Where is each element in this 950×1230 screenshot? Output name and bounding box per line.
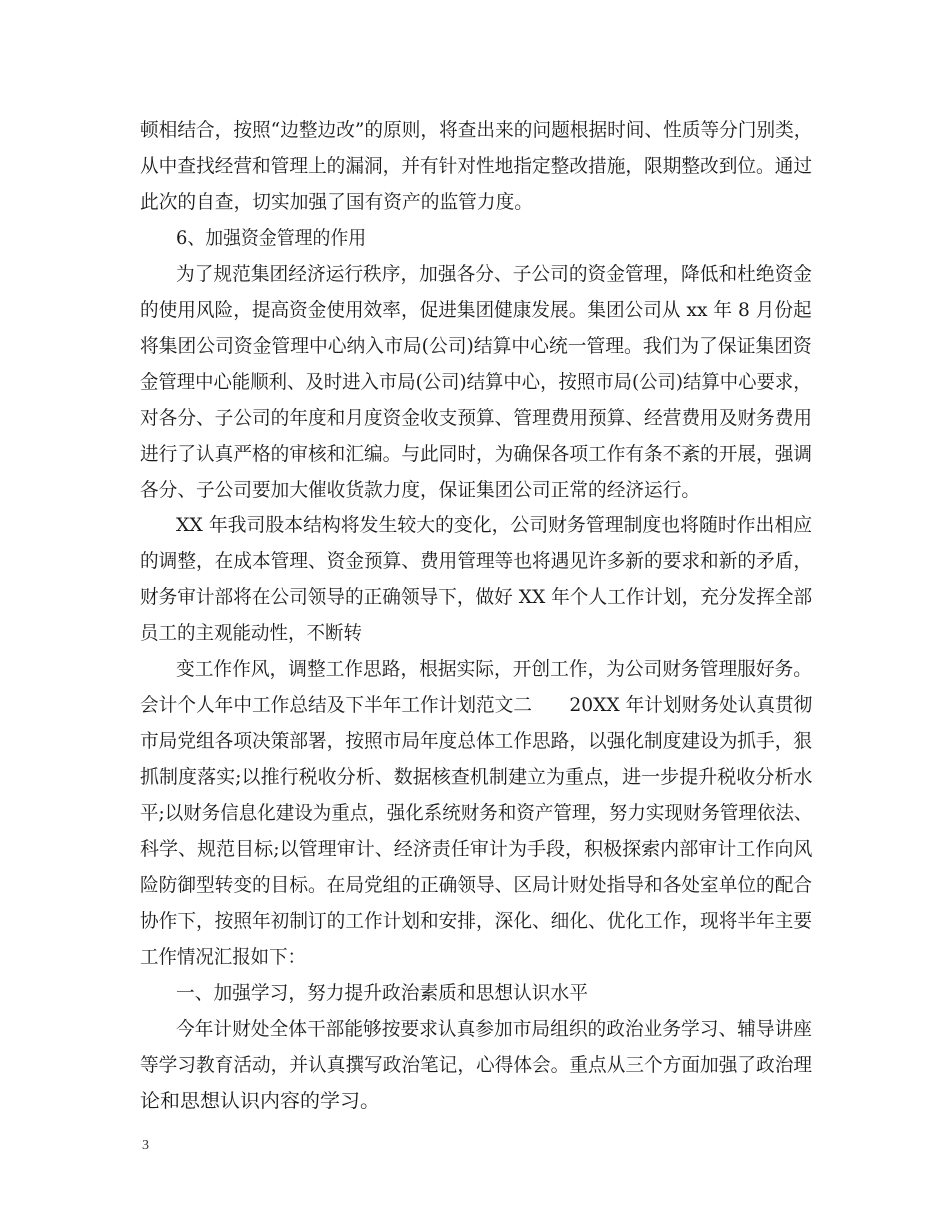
text-line: 此次的自查，切实加强了国有资产的监管力度。 <box>140 191 534 213</box>
text-line: 变工作作风，调整工作思路，根据实际，开创工作，为公司财务管理服好务。 <box>176 658 813 680</box>
text-line: 为了规范集团经济运行秩序，加强各分、子公司的资金管理，降低和杜绝资金 <box>176 263 813 285</box>
text-line: 的使用风险，提高资金使用效率，促进集团健康发展。集团公司从 xx 年 8 月份起 <box>140 299 812 321</box>
text-line: 各分、子公司要加大催收货款力度，保证集团公司正常的经济运行。 <box>140 479 701 501</box>
text-line: 进行了认真严格的审核和汇编。与此同时，为确保各项工作有条不紊的开展，强调 <box>140 443 813 465</box>
text-line: 险防御型转变的目标。在局党组的正确领导、区局计财处指导和各处室单位的配合 <box>140 874 813 896</box>
text-line: 论和思想认识内容的学习。 <box>140 1090 381 1112</box>
text-line: 将集团公司资金管理中心纳入市局(公司)结算中心统一管理。我们为了保证集团资 <box>140 335 812 357</box>
page-number: 3 <box>142 1138 149 1153</box>
section-heading: 一、加强学习，努力提升政治素质和思想认识水平 <box>176 982 588 1004</box>
text-line: 平;以财务信息化建设为重点，强化系统财务和资产管理，努力实现财务管理依法、 <box>140 802 813 824</box>
text-line: 工作情况汇报如下： <box>140 946 307 968</box>
text-line: 金管理中心能顺利、及时进入市局(公司)结算中心，按照市局(公司)结算中心要求， <box>140 371 812 393</box>
text-line: 科学、规范目标;以管理审计、经济责任审计为手段，积极探索内部审计工作向风 <box>140 838 813 860</box>
text-line: 顿相结合，按照“边整边改”的原则，将查出来的问题根据时间、性质等分门别类， <box>140 119 813 141</box>
text-line: 对各分、子公司的年度和月度资金收支预算、管理费用预算、经营费用及财务费用 <box>140 407 813 429</box>
text-line: 抓制度落实;以推行税收分析、数据核查机制建立为重点，进一步提升税收分析水 <box>140 766 813 788</box>
text-line: 从中查找经营和管理上的漏洞，并有针对性地指定整改措施，限期整改到位。通过 <box>140 155 813 177</box>
text-line: 会计个人年中工作总结及下半年工作计划范文二 20XX 年计划财务处认真贯彻 <box>140 694 813 716</box>
text-line: XX 年我司股本结构将发生较大的变化，公司财务管理制度也将随时作出相应 <box>176 514 813 536</box>
text-line: 的调整，在成本管理、资金预算、费用管理等也将遇见许多新的要求和新的矛盾， <box>140 550 813 572</box>
section-heading: 6、加强资金管理的作用 <box>176 227 367 249</box>
text-line: 今年计财处全体干部能够按要求认真参加市局组织的政治业务学习、辅导讲座 <box>176 1018 813 1040</box>
text-line: 财务审计部将在公司领导的正确领导下，做好 XX 年个人工作计划，充分发挥全部 <box>140 586 813 608</box>
text-line: 市局党组各项决策部署，按照市局年度总体工作思路，以强化制度建设为抓手，狠 <box>140 730 813 752</box>
text-line: 协作下，按照年初制订的工作计划和安排，深化、细化、优化工作，现将半年主要 <box>140 910 813 932</box>
text-line: 等学习教育活动，并认真撰写政治笔记，心得体会。重点从三个方面加强了政治理 <box>140 1054 813 1076</box>
text-line: 员工的主观能动性，不断转 <box>140 622 363 644</box>
